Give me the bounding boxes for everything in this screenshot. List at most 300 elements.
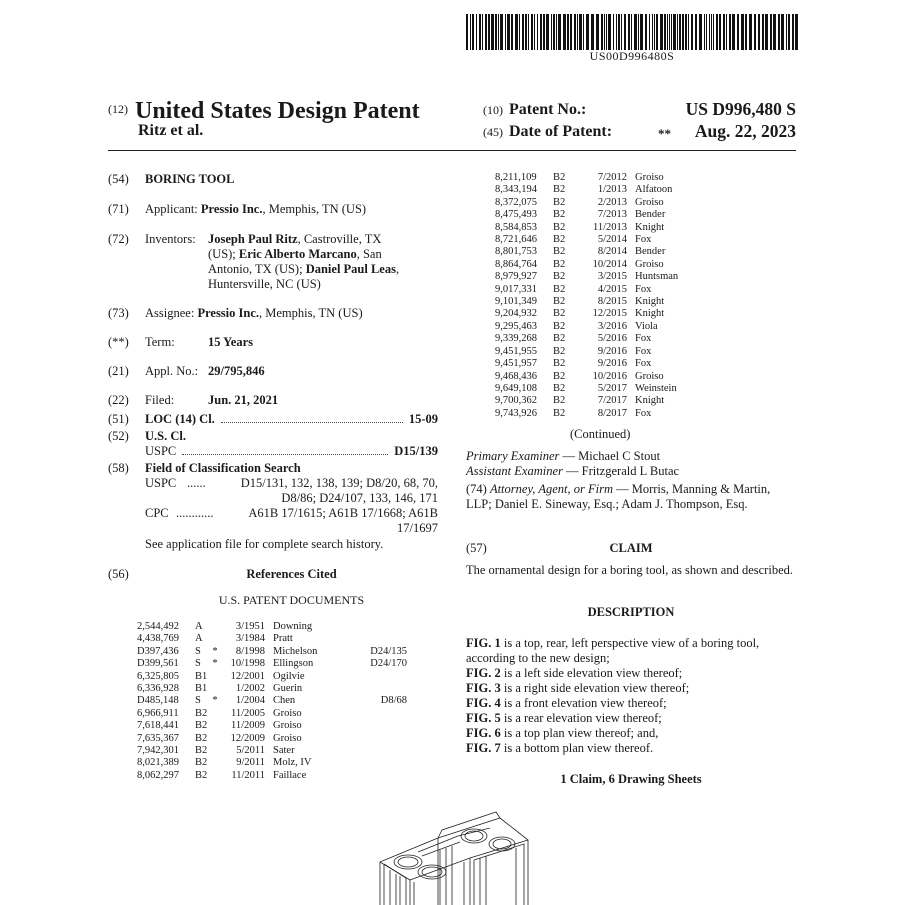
ref-kind: B2 bbox=[553, 345, 566, 357]
ref-kind: S bbox=[195, 695, 201, 707]
ref-kind: B2 bbox=[553, 172, 566, 183]
barcode-bar bbox=[558, 14, 561, 50]
field-search-uspc bbox=[145, 476, 438, 506]
ref-number: 9,743,926 bbox=[495, 407, 537, 419]
uspc-label: USPC bbox=[145, 444, 177, 458]
ref-date: 7/2017 bbox=[597, 395, 627, 407]
ref-star: * bbox=[212, 645, 218, 657]
barcode-bar bbox=[551, 14, 552, 50]
document-title: United States Design Patent bbox=[135, 98, 420, 124]
barcode-bar bbox=[792, 14, 794, 50]
barcode-bar bbox=[664, 14, 666, 50]
ref-name: Groiso bbox=[635, 258, 664, 270]
figure-label: FIG. 5 bbox=[466, 711, 501, 725]
claim-heading: CLAIM bbox=[609, 541, 653, 555]
us-patent-documents-heading: U.S. PATENT DOCUMENTS bbox=[218, 593, 365, 607]
patent-no-label: Patent No.: bbox=[509, 101, 587, 118]
ref-date: 12/2009 bbox=[230, 732, 265, 744]
references-cited-heading: References Cited bbox=[246, 567, 337, 581]
ref-name: Ellingson bbox=[273, 658, 314, 670]
barcode-bar bbox=[688, 14, 689, 50]
ref-kind: B2 bbox=[195, 732, 208, 744]
ref-number: 8,721,646 bbox=[495, 234, 537, 246]
ref-kind: B2 bbox=[553, 296, 566, 308]
barcode-bar bbox=[773, 14, 776, 50]
barcode-bar bbox=[699, 14, 702, 50]
ref-number: 6,336,928 bbox=[137, 683, 179, 695]
reference-row bbox=[495, 408, 678, 420]
barcode-bar bbox=[485, 14, 487, 50]
ref-number: 7,618,441 bbox=[137, 720, 179, 732]
ref-name: Chen bbox=[273, 695, 296, 707]
ref-date: 2/2013 bbox=[597, 196, 627, 208]
ref-number: 8,343,194 bbox=[495, 184, 537, 196]
reference-row bbox=[137, 733, 407, 745]
ref-date: 12/2015 bbox=[592, 308, 627, 320]
figure-description bbox=[466, 666, 796, 681]
inventor-2: Eric Alberto Marcano bbox=[238, 247, 357, 261]
barcode-bar bbox=[770, 14, 772, 50]
figure-description bbox=[466, 741, 796, 756]
ref-name: Downing bbox=[273, 621, 313, 632]
authors: Ritz et al. bbox=[138, 122, 204, 139]
reference-row bbox=[495, 222, 678, 234]
barcode-bar bbox=[711, 14, 712, 50]
code-term: (**) bbox=[108, 335, 129, 349]
ref-name: Guerin bbox=[273, 683, 303, 695]
search-cpc-dots: ............ bbox=[176, 506, 214, 520]
inventor-2-location: , San Antonio, TX (US); bbox=[208, 247, 382, 276]
ref-class bbox=[365, 708, 407, 720]
assignee-location: , Memphis, TN (US) bbox=[259, 306, 363, 320]
barcode-bar bbox=[586, 14, 589, 50]
figure-description bbox=[466, 681, 796, 696]
reference-row bbox=[495, 395, 678, 407]
barcode-bar bbox=[553, 14, 555, 50]
ref-kind: B2 bbox=[553, 370, 566, 382]
ref-kind: B2 bbox=[195, 757, 208, 769]
ref-kind: B2 bbox=[553, 358, 566, 370]
ref-number: 8,979,927 bbox=[495, 271, 537, 283]
ref-star: * bbox=[212, 695, 218, 707]
ref-date: 1/2013 bbox=[597, 184, 627, 196]
loc-value: 15-09 bbox=[408, 412, 438, 426]
reference-row bbox=[137, 708, 407, 720]
code-21: (21) bbox=[108, 364, 129, 378]
reference-row bbox=[495, 271, 678, 283]
references-table-left bbox=[137, 621, 407, 782]
claims-drawing-sheets: 1 Claim, 6 Drawing Sheets bbox=[560, 772, 702, 786]
ref-date: 1/2002 bbox=[235, 683, 265, 695]
uspc-value: D15/139 bbox=[394, 444, 438, 458]
barcode-bar bbox=[618, 14, 620, 50]
ref-kind: S bbox=[195, 645, 201, 657]
barcode-bar bbox=[515, 14, 518, 50]
ref-kind: B2 bbox=[195, 769, 208, 781]
inventor-3-location: , Huntersville, NC (US) bbox=[208, 262, 400, 291]
ref-star bbox=[209, 683, 221, 695]
barcode-bar bbox=[491, 14, 494, 50]
reference-row bbox=[495, 259, 678, 271]
barcode-bar bbox=[498, 14, 499, 50]
barcode-bar bbox=[543, 14, 545, 50]
ref-date: 7/2012 bbox=[597, 172, 627, 183]
ref-name: Fox bbox=[635, 234, 652, 246]
barcode-bar bbox=[472, 14, 474, 50]
reference-row bbox=[137, 683, 407, 695]
ref-number: D399,561 bbox=[137, 658, 179, 670]
claim-text: The ornamental design for a boring tool, as shown and described. bbox=[466, 563, 793, 577]
ref-star bbox=[209, 621, 221, 633]
barcode-bar bbox=[511, 14, 513, 50]
ref-kind: B2 bbox=[553, 196, 566, 208]
ref-date: 11/2011 bbox=[231, 769, 265, 781]
ref-number: 9,649,108 bbox=[495, 382, 537, 394]
invention-title: BORING TOOL bbox=[145, 172, 235, 186]
ref-date: 3/1951 bbox=[235, 621, 265, 632]
field-72 bbox=[108, 232, 438, 292]
barcode-bar bbox=[691, 14, 693, 50]
ref-name: Groiso bbox=[635, 172, 664, 183]
barcode-bar bbox=[608, 14, 611, 50]
patent-number: US D996,480 S bbox=[685, 99, 796, 119]
inventor-1-location: , Castroville, TX (US); bbox=[208, 232, 382, 261]
ref-date: 10/1998 bbox=[230, 658, 265, 670]
inventor-1: Joseph Paul Ritz bbox=[208, 232, 298, 246]
barcode-bar bbox=[654, 14, 655, 50]
us-cl-label: U.S. Cl. bbox=[145, 429, 186, 443]
barcode-bar bbox=[596, 14, 599, 50]
patent-number-row bbox=[483, 101, 796, 119]
ref-date: 1/2004 bbox=[235, 695, 265, 707]
field-52 bbox=[108, 429, 438, 459]
ref-class bbox=[365, 757, 407, 769]
ref-date: 11/2009 bbox=[230, 720, 265, 732]
ref-number: 8,864,764 bbox=[495, 258, 537, 270]
barcode-bar bbox=[695, 14, 697, 50]
patent-date: Aug. 22, 2023 bbox=[694, 121, 796, 141]
barcode-bar bbox=[788, 14, 790, 50]
barcode-bar bbox=[649, 14, 650, 50]
barcode-bar bbox=[716, 14, 718, 50]
ref-class bbox=[365, 745, 407, 757]
code-56: (56) bbox=[108, 567, 129, 581]
search-uspc-label: USPC bbox=[145, 476, 177, 490]
barcode-bar bbox=[786, 14, 787, 50]
barcode-bar bbox=[640, 14, 643, 50]
barcode-bar bbox=[628, 14, 630, 50]
ref-kind: B2 bbox=[553, 234, 566, 246]
reference-row bbox=[495, 284, 678, 296]
ref-kind: B2 bbox=[553, 184, 566, 196]
figure-text: is a right side elevation view thereof; bbox=[500, 681, 690, 695]
barcode-bar bbox=[656, 14, 658, 50]
barcode-bar bbox=[479, 14, 481, 50]
uspc-leader bbox=[182, 446, 388, 455]
inventors-label: Inventors: bbox=[145, 232, 196, 246]
code-57: (57) bbox=[466, 541, 487, 555]
ref-star bbox=[209, 671, 221, 683]
ref-name: Sater bbox=[273, 745, 295, 757]
ref-number: 8,021,389 bbox=[137, 757, 179, 769]
field-56 bbox=[108, 567, 438, 608]
ref-date: 5/2011 bbox=[236, 745, 265, 757]
barcode-bar bbox=[624, 14, 626, 50]
ref-name: Fox bbox=[635, 333, 652, 345]
code-51: (51) bbox=[108, 412, 129, 426]
ref-date: 12/2001 bbox=[230, 670, 265, 682]
ref-class bbox=[365, 683, 407, 695]
code-71: (71) bbox=[108, 202, 129, 216]
reference-row bbox=[495, 209, 678, 221]
ref-number: 2,544,492 bbox=[137, 621, 179, 632]
ref-name: Knight bbox=[635, 296, 665, 308]
appl-no-label: Appl. No.: bbox=[145, 364, 199, 378]
reference-row bbox=[137, 621, 407, 633]
ref-number: 6,966,911 bbox=[137, 707, 179, 719]
ref-date: 5/2016 bbox=[597, 333, 627, 345]
barcode-bar bbox=[531, 14, 533, 50]
ref-date: 7/2013 bbox=[597, 209, 627, 221]
ref-class bbox=[365, 621, 407, 633]
reference-row bbox=[495, 296, 678, 308]
barcode-bar bbox=[534, 14, 535, 50]
ref-name: Fox bbox=[635, 407, 652, 419]
ref-name: Alfatoon bbox=[635, 184, 673, 196]
barcode-bar bbox=[795, 14, 798, 50]
field-51 bbox=[108, 412, 438, 427]
barcode-bar bbox=[667, 14, 668, 50]
loc-leader bbox=[221, 414, 403, 423]
ref-kind: B2 bbox=[553, 271, 566, 283]
ref-date: 9/2011 bbox=[236, 757, 265, 769]
barcode-bar bbox=[482, 14, 483, 50]
ref-name: Groiso bbox=[273, 707, 302, 719]
barcode-bar bbox=[778, 14, 780, 50]
ref-star bbox=[209, 745, 221, 757]
ref-number: 9,101,349 bbox=[495, 296, 537, 308]
barcode-bar bbox=[677, 14, 678, 50]
field-22 bbox=[108, 393, 438, 408]
ref-kind: A bbox=[195, 633, 203, 645]
reference-row bbox=[495, 358, 678, 370]
search-cpc-label: CPC bbox=[145, 506, 169, 520]
barcode-bar bbox=[726, 14, 727, 50]
ref-name: Bender bbox=[635, 246, 666, 258]
barcode-bar bbox=[673, 14, 676, 50]
code-73: (73) bbox=[108, 306, 129, 320]
ref-kind: B2 bbox=[553, 283, 566, 295]
ref-name: Bender bbox=[635, 209, 666, 221]
reference-row bbox=[137, 720, 407, 732]
search-uspc-value: D15/131, 132, 138, 139; D8/20, 68, 70, D8/86; D24/107, 133, 146, 171 bbox=[240, 476, 438, 505]
barcode-bar bbox=[488, 14, 490, 50]
date-label: Date of Patent: bbox=[509, 123, 613, 140]
figure-text: is a rear elevation view thereof; bbox=[500, 711, 662, 725]
barcode-bar bbox=[709, 14, 710, 50]
ref-star bbox=[209, 757, 221, 769]
barcode-bar bbox=[732, 14, 735, 50]
field-54 bbox=[108, 172, 438, 187]
reference-row bbox=[495, 308, 678, 320]
ref-name: Groiso bbox=[273, 720, 302, 732]
figure-label: FIG. 1 bbox=[466, 636, 501, 650]
figure-text: is a top plan view thereof; and, bbox=[500, 726, 659, 740]
ref-name: Molz, IV bbox=[273, 757, 312, 769]
barcode-image bbox=[466, 14, 798, 50]
ref-date: 9/2016 bbox=[597, 358, 627, 370]
examiners-block bbox=[466, 449, 796, 512]
ref-kind: B1 bbox=[195, 670, 208, 682]
reference-row bbox=[495, 346, 678, 358]
code-54: (54) bbox=[108, 172, 129, 186]
ref-number: 9,017,331 bbox=[495, 283, 537, 295]
ref-star bbox=[209, 633, 221, 645]
reference-row bbox=[495, 321, 678, 333]
ref-name: Fox bbox=[635, 358, 652, 370]
field-term bbox=[108, 335, 438, 350]
barcode-bar bbox=[500, 14, 503, 50]
description-heading: DESCRIPTION bbox=[587, 605, 675, 619]
barcode-bar bbox=[660, 14, 663, 50]
header-divider bbox=[108, 150, 796, 151]
barcode-bar bbox=[567, 14, 569, 50]
ref-kind: B2 bbox=[195, 707, 208, 719]
barcode-bar bbox=[758, 14, 760, 50]
assistant-examiner: — Fritzgerald L Butac bbox=[562, 464, 680, 478]
ref-name: Pratt bbox=[273, 633, 293, 645]
ref-kind: B2 bbox=[553, 246, 566, 258]
barcode-bar bbox=[671, 14, 672, 50]
ref-name: Fox bbox=[635, 345, 652, 357]
barcode-bar bbox=[574, 14, 576, 50]
ref-name: Knight bbox=[635, 221, 665, 233]
barcode-bar bbox=[476, 14, 477, 50]
ref-number: 9,295,463 bbox=[495, 320, 537, 332]
figure-label: FIG. 6 bbox=[466, 726, 501, 740]
code-10: (10) bbox=[483, 103, 503, 117]
primary-examiner-label: Primary Examiner bbox=[466, 449, 560, 463]
figure-text: is a left side elevation view thereof; bbox=[500, 666, 683, 680]
barcode-bar bbox=[762, 14, 764, 50]
ref-date: 5/2014 bbox=[597, 234, 627, 246]
header-left bbox=[108, 98, 420, 125]
field-71 bbox=[108, 202, 438, 217]
figure-label: FIG. 7 bbox=[466, 741, 501, 755]
ref-class bbox=[365, 720, 407, 732]
ref-kind: B1 bbox=[195, 683, 208, 695]
ref-class bbox=[365, 671, 407, 683]
barcode-bar bbox=[621, 14, 622, 50]
ref-number: D397,436 bbox=[137, 645, 179, 657]
ref-class bbox=[365, 733, 407, 745]
barcode-bar bbox=[606, 14, 607, 50]
ref-kind: B2 bbox=[553, 258, 566, 270]
barcode-bar bbox=[466, 14, 468, 50]
ref-name: Ogilvie bbox=[273, 670, 305, 682]
ref-number: 9,204,932 bbox=[495, 308, 537, 320]
ref-number: 6,325,805 bbox=[137, 670, 179, 682]
primary-examiner: — Michael C Stout bbox=[559, 449, 661, 463]
description-figs bbox=[466, 636, 796, 756]
barcode-bar bbox=[495, 14, 497, 50]
ref-name: Huntsman bbox=[635, 271, 679, 283]
reference-row bbox=[495, 184, 678, 196]
ref-name: Knight bbox=[635, 395, 665, 407]
ref-number: 7,942,301 bbox=[137, 745, 179, 757]
barcode-bar bbox=[729, 14, 731, 50]
ref-star bbox=[209, 770, 221, 782]
ref-star bbox=[209, 733, 221, 745]
code-22: (22) bbox=[108, 393, 129, 407]
ref-date: 11/2005 bbox=[230, 707, 265, 719]
ref-class: D24/170 bbox=[370, 658, 407, 670]
boring-tool-drawing bbox=[370, 800, 550, 905]
ref-kind: B2 bbox=[553, 209, 566, 221]
barcode-bar bbox=[546, 14, 549, 50]
ref-class: D24/135 bbox=[370, 645, 407, 657]
barcode-bar bbox=[577, 14, 578, 50]
ref-number: 8,062,297 bbox=[137, 769, 179, 781]
ref-date: 10/2016 bbox=[592, 370, 627, 382]
reference-row bbox=[137, 671, 407, 683]
ref-name: Viola bbox=[635, 320, 658, 332]
figure-label: FIG. 2 bbox=[466, 666, 501, 680]
figure-label: FIG. 3 bbox=[466, 681, 501, 695]
barcode-bar bbox=[583, 14, 584, 50]
attorney-label: Attorney, Agent, or Firm bbox=[489, 482, 613, 496]
barcode-bar bbox=[634, 14, 637, 50]
ref-number: 4,438,769 bbox=[137, 633, 179, 645]
reference-row bbox=[495, 333, 678, 345]
ref-number: 9,468,436 bbox=[495, 370, 537, 382]
barcode-bar bbox=[745, 14, 747, 50]
barcode-bar bbox=[616, 14, 617, 50]
ref-number: 8,801,753 bbox=[495, 246, 537, 258]
reference-row bbox=[137, 757, 407, 769]
ref-date: 11/2013 bbox=[592, 221, 627, 233]
figure-text: is a top, rear, left perspective view of a boring tool, according to the new design; bbox=[466, 636, 760, 665]
ref-date: 3/2016 bbox=[597, 320, 627, 332]
ref-name: Groiso bbox=[635, 370, 664, 382]
ref-name: Knight bbox=[635, 308, 665, 320]
barcode-bar bbox=[679, 14, 681, 50]
inventor-3: Daniel Paul Leas bbox=[305, 262, 396, 276]
barcode-bar bbox=[704, 14, 705, 50]
ref-kind: B2 bbox=[195, 720, 208, 732]
barcode-bar bbox=[522, 14, 524, 50]
ref-name: Fox bbox=[635, 283, 652, 295]
references-table-right bbox=[495, 172, 678, 420]
barcode-bar bbox=[470, 14, 471, 50]
barcode-bar bbox=[631, 14, 632, 50]
barcode-bar bbox=[519, 14, 520, 50]
barcode-bar bbox=[723, 14, 725, 50]
barcode-bar bbox=[737, 14, 739, 50]
search-uspc-dots: ...... bbox=[187, 476, 206, 490]
assignee-name: Pressio Inc. bbox=[197, 306, 260, 320]
barcode-bar bbox=[706, 14, 707, 50]
figure-description bbox=[466, 696, 796, 711]
field-21 bbox=[108, 364, 438, 379]
search-cpc-value: A61B 17/1615; A61B 17/1668; A61B 17/1697 bbox=[248, 506, 438, 535]
barcode-bar bbox=[525, 14, 527, 50]
ref-name: Michelson bbox=[273, 645, 318, 657]
reference-row bbox=[495, 246, 678, 258]
inventors-list bbox=[208, 232, 408, 292]
filed-label: Filed: bbox=[145, 393, 175, 407]
ref-name: Groiso bbox=[273, 732, 302, 744]
